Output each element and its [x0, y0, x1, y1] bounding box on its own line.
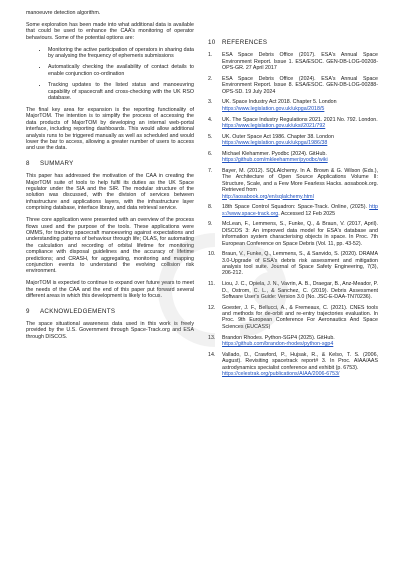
- reference-number: 2.: [208, 75, 213, 82]
- reference-number: 4.: [208, 116, 213, 123]
- reference-number: 3.: [208, 99, 213, 106]
- summary-paragraph-3: MajorTOM is expected to continue to expand over future years to meet the needs of the CAA and the end of this paper put forward several different areas in which this development is likely to focus.: [26, 280, 194, 300]
- reference-tail: . Accessed 12 Feb 2025: [278, 210, 336, 217]
- reference-item: [208, 281, 378, 300]
- reference-text: UK. Space Industry Act 2018. Chapter 5. London: [222, 99, 337, 106]
- reference-text: Braun, V., Funke, Q., Lemmens, S., & Sanvido, S. (2020). DRAMA 3.0-Upgrade of ESA's debris risk assessment and mitigation analysis tool suite. Journal of Space Safety Engineering, 7(3), 206-212.: [222, 251, 378, 277]
- acknowledgements-paragraph: The space situational awareness data used in this work is freely provided by the U.S. Government through Space-Track.org and ESA through DISCOS.: [26, 320, 194, 340]
- reference-number: 8.: [208, 204, 213, 211]
- reference-number: 5.: [208, 133, 213, 140]
- section-heading-summary: [26, 161, 194, 167]
- list-item: • Tracking updates to the listed status and manoeuvring capability of spacecraft and cross-checking with the UK RSO database.: [48, 82, 194, 101]
- reference-text: Bayer, M. (2012). SQLAlchemy. In A. Brown & G. Wilson (Eds.), The Architecture of Open Source Applications Volume II: Structure, Scale, and a Few More Fearless Hacks. aosabook.org. Retrieved from: [222, 167, 378, 194]
- references-list: [208, 52, 378, 377]
- reference-link[interactable]: https://www.legislation.gov.uk/uksi/2021/792: [222, 122, 326, 129]
- section-number: 8: [26, 159, 30, 167]
- reference-item: [208, 99, 378, 112]
- reference-item: [208, 168, 378, 200]
- section-title: REFERENCES: [222, 39, 268, 46]
- reference-text: ESA Space Debris Office (2017). ESA's Annual Space Environment Report. Issue 1. ESA/ESOC. GEN-DB-LOG-00208-OPS-GR. 27 April 2017: [222, 52, 378, 72]
- reference-item: [208, 151, 378, 164]
- reference-text: Liou, J. C., Opiela, J. N., Vavrin, A. B., Draegar, B., Anz-Meador, P. D., Ostrom, C. L., & Sanchez, C. (2019). Debris Assessment Software User's Guide: Version 3.0 (No. JSC-E-DAA-TN70236).: [222, 281, 378, 300]
- section-number: 9: [26, 307, 30, 315]
- options-list: [26, 47, 194, 102]
- reference-item: [208, 76, 378, 95]
- section-heading-acknowledgements: [26, 309, 194, 315]
- reference-text: Michael Klehammer. Pyodbc (2024). GitHub.: [222, 150, 327, 157]
- section-title: ACKNOWLEDGEMENTS: [40, 307, 116, 315]
- reference-text: Goester, J. F., Bellucci, A., & Fremeaux, C. (2021). CNES tools and methods for de-orbit and re-entry trajectories evaluation. In Proc. 9th European Conference For Aeronautics And Space Sciences (EUCASS): [222, 304, 378, 330]
- reference-number: 1.: [208, 52, 213, 59]
- reference-link[interactable]: https://github.com/brandon-rhodes/python-sgp4: [222, 341, 334, 347]
- reference-item: [208, 52, 378, 71]
- reference-item: [208, 134, 378, 147]
- reference-number: 12.: [208, 304, 216, 311]
- list-item: • Monitoring the active participation of operators in sharing data by analysing the frequency of ephemeris submissions: [48, 47, 194, 60]
- reference-text: Brandon Rhodes. Python-SGP4 (2025). GitHub.: [222, 334, 335, 341]
- section-heading-references: [208, 40, 378, 46]
- reference-text: UK. The Space Industry Regulations 2021. 2021 No. 792. London.: [222, 116, 378, 123]
- summary-paragraph-2: Three core application were presented with an overview of the process flows used and the purpose of the tools. These applications were OMMS, for tracking spacecraft manoeuvring against expectations and understanding patterns of behaviour through life; OLAS, for automating the calculation and recording of orbital lifetime for monitoring compliance with disposal guidelines and the accuracy of lifetime predictions; and CRASH, for aggregating, monitoring and mapping conjunction events to understand the evolving collision risk environment.: [26, 217, 194, 275]
- reference-link[interactable]: https://www.space-track.org: [222, 204, 378, 217]
- reference-item: [208, 352, 378, 378]
- summary-paragraph-1: This paper has addressed the motivation of the CAA in creating the MajorTOM suite of tools to help fulfil its duties as the UK Space regulator under the SIA and the SIR. The modular structure of the solution was discussed, with the division of services between infrastructure and applications layers, with the infrastructure layer comprising database, interface library, and data retrieval service.: [26, 173, 194, 212]
- reference-number: 10.: [208, 251, 216, 258]
- reference-text: McLean, F., Lemmens, S., Funke, Q., & Braun, V. (2017, April). DISCOS 3: An improved data model for ESA's database and information system characterising objects in space. In Proc. 7th European Conference on Space Debris (Vol. 11, pp. 43-52).: [222, 221, 378, 247]
- reference-number: 7.: [208, 167, 213, 174]
- reference-text: UK. Outer Space Act 1986. Chapter 38. London: [222, 133, 334, 140]
- paragraph-data-exploration: Some exploration has been made into what additional data is available that could be used to enhance the CAA's monitoring of operator behaviours. Some of the potential options are:: [26, 21, 194, 41]
- reference-text: ESA Space Debris Office (2024). ESA's Annual Space Environment Report. Issue 8. ESA/ESOC. GEN-DB-LOG-00288-OPS-SD. 19 July 2024: [222, 75, 378, 95]
- list-item: • Automatically checking the availability of contact details to enable conjunction co-ordination: [48, 64, 194, 77]
- section-title: SUMMARY: [40, 159, 74, 167]
- reference-item: [208, 204, 378, 217]
- reference-number: 14.: [208, 351, 216, 358]
- reference-number: 6.: [208, 150, 213, 157]
- reference-link[interactable]: https://www.legislation.gov.uk/ukpga/1986/38: [222, 140, 328, 147]
- reference-link[interactable]: https://www.legislation.gov.uk/ukpga/2018/5: [222, 105, 325, 112]
- right-column: [208, 10, 378, 382]
- paragraph-reporting: The final key area for expansion is the reporting functionality of MajorTOM. The intention is to simplify the process of accessing the data products of MajorTOM by developing an internal web-portal interface, including reporting dashboards. This would allow additional analysis runs to be triggered manually as well as scheduled and would lower the bar to access, allowing a greater number of users to access and use the data.: [26, 106, 194, 152]
- reference-item: [208, 305, 378, 331]
- reference-link[interactable]: https://github.com/mkleehammer/pyodbc/wiki: [222, 157, 328, 164]
- reference-item: [208, 335, 378, 348]
- reference-number: 9.: [208, 221, 213, 228]
- reference-number: 13.: [208, 334, 216, 341]
- reference-text: 18th Space Control Squadron: Space-Track. Online, (2025).: [222, 204, 367, 211]
- paragraph-continuation: manoeuvre detection algorithm.: [26, 10, 101, 16]
- reference-link[interactable]: https://celestrak.org/publications/AIAA/2006-6753/: [222, 370, 340, 377]
- reference-item: [208, 117, 378, 130]
- section-number: 10: [208, 39, 216, 46]
- left-column: [26, 10, 194, 346]
- reference-number: 11.: [208, 281, 215, 288]
- reference-link[interactable]: http://aosabook.org/en/sqlalchemy.html: [222, 193, 314, 200]
- reference-item: [208, 221, 378, 247]
- reference-text: Vallado, D., Crawford, P., Hujsak, R., & Kelso, T. S. (2006, August). Revisiting spacetrack report# 3. In Proc. AIAA/AAS astrodynamics specialist conference and exhibit (p. 6753).: [222, 351, 378, 371]
- reference-item: [208, 251, 378, 277]
